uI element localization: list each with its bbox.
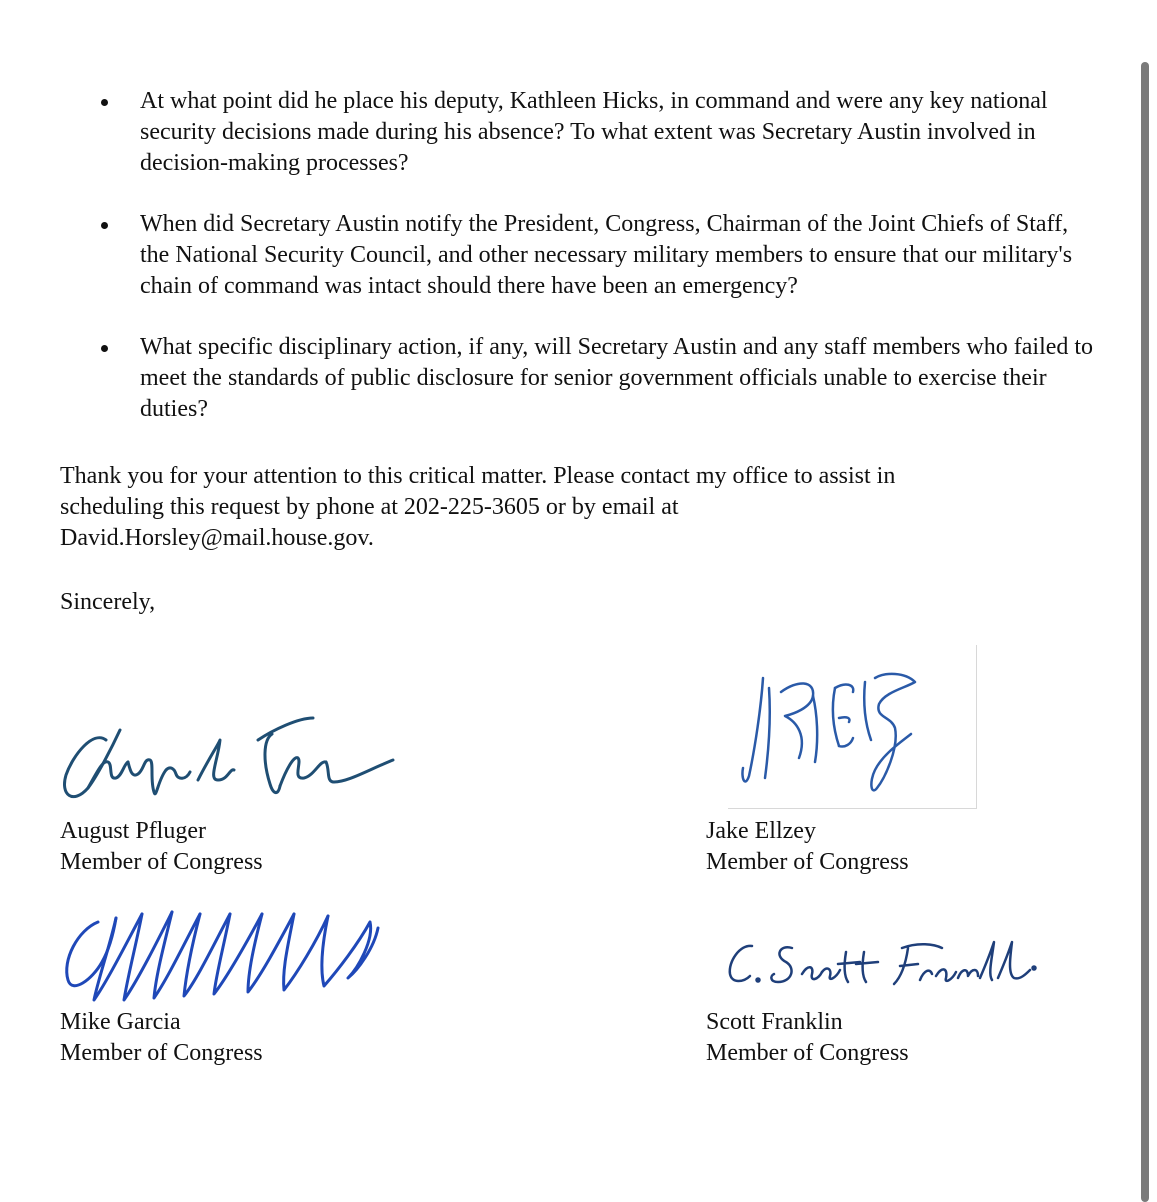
list-item	[0, 332, 1120, 425]
list-item	[0, 209, 1120, 302]
question-list	[0, 86, 1120, 455]
signatory-title: Member of Congress	[706, 1040, 909, 1066]
garcia-signature-block	[60, 1007, 263, 1069]
closing-line: scheduling this request by phone at 202-225-3605 or by email at	[60, 494, 679, 520]
signatory-name: Mike Garcia	[60, 1009, 181, 1035]
ellzey-signature-block	[706, 816, 909, 878]
pfluger-signature-block	[60, 816, 263, 878]
garcia-signature-image	[58, 900, 388, 1012]
sign-off: Sincerely,	[60, 589, 156, 615]
bullet-icon	[101, 99, 108, 106]
signatory-name: Scott Franklin	[706, 1009, 843, 1035]
pfluger-signature-image	[58, 700, 408, 815]
closing-paragraph	[60, 461, 1060, 554]
signatory-title: Member of Congress	[706, 849, 909, 875]
question-text: At what point did he place his deputy, Kathleen Hicks, in command and were any key national security decisions made during his absence? To what extent was Secretary Austin involved in decision-making processes?	[140, 88, 1048, 176]
signatory-name: August Pfluger	[60, 818, 206, 844]
contact-email-link[interactable]: David.Horsley@mail.house.gov.	[60, 525, 374, 551]
franklin-signature-image	[722, 934, 1042, 994]
closing-line: Thank you for your attention to this critical matter. Please contact my office to assist in	[60, 463, 896, 489]
ellzey-signature-image	[735, 658, 935, 798]
list-item	[0, 86, 1120, 179]
question-text: What specific disciplinary action, if any, will Secretary Austin and any staff members who failed to meet the standards of public disclosure for senior government officials unable to exercise their duties?	[140, 334, 1094, 422]
franklin-signature-block	[706, 1007, 909, 1069]
bullet-icon	[101, 345, 108, 352]
signatory-title: Member of Congress	[60, 849, 263, 875]
scrollbar-thumb[interactable]	[1141, 62, 1149, 1202]
signatory-title: Member of Congress	[60, 1040, 263, 1066]
signatory-name: Jake Ellzey	[706, 818, 816, 844]
bullet-icon	[101, 222, 108, 229]
question-text: When did Secretary Austin notify the President, Congress, Chairman of the Joint Chiefs of Staff, the National Security Council, and other necessary military members to ensure that our military's chain of command was intact should there have been an emergency?	[140, 211, 1073, 299]
